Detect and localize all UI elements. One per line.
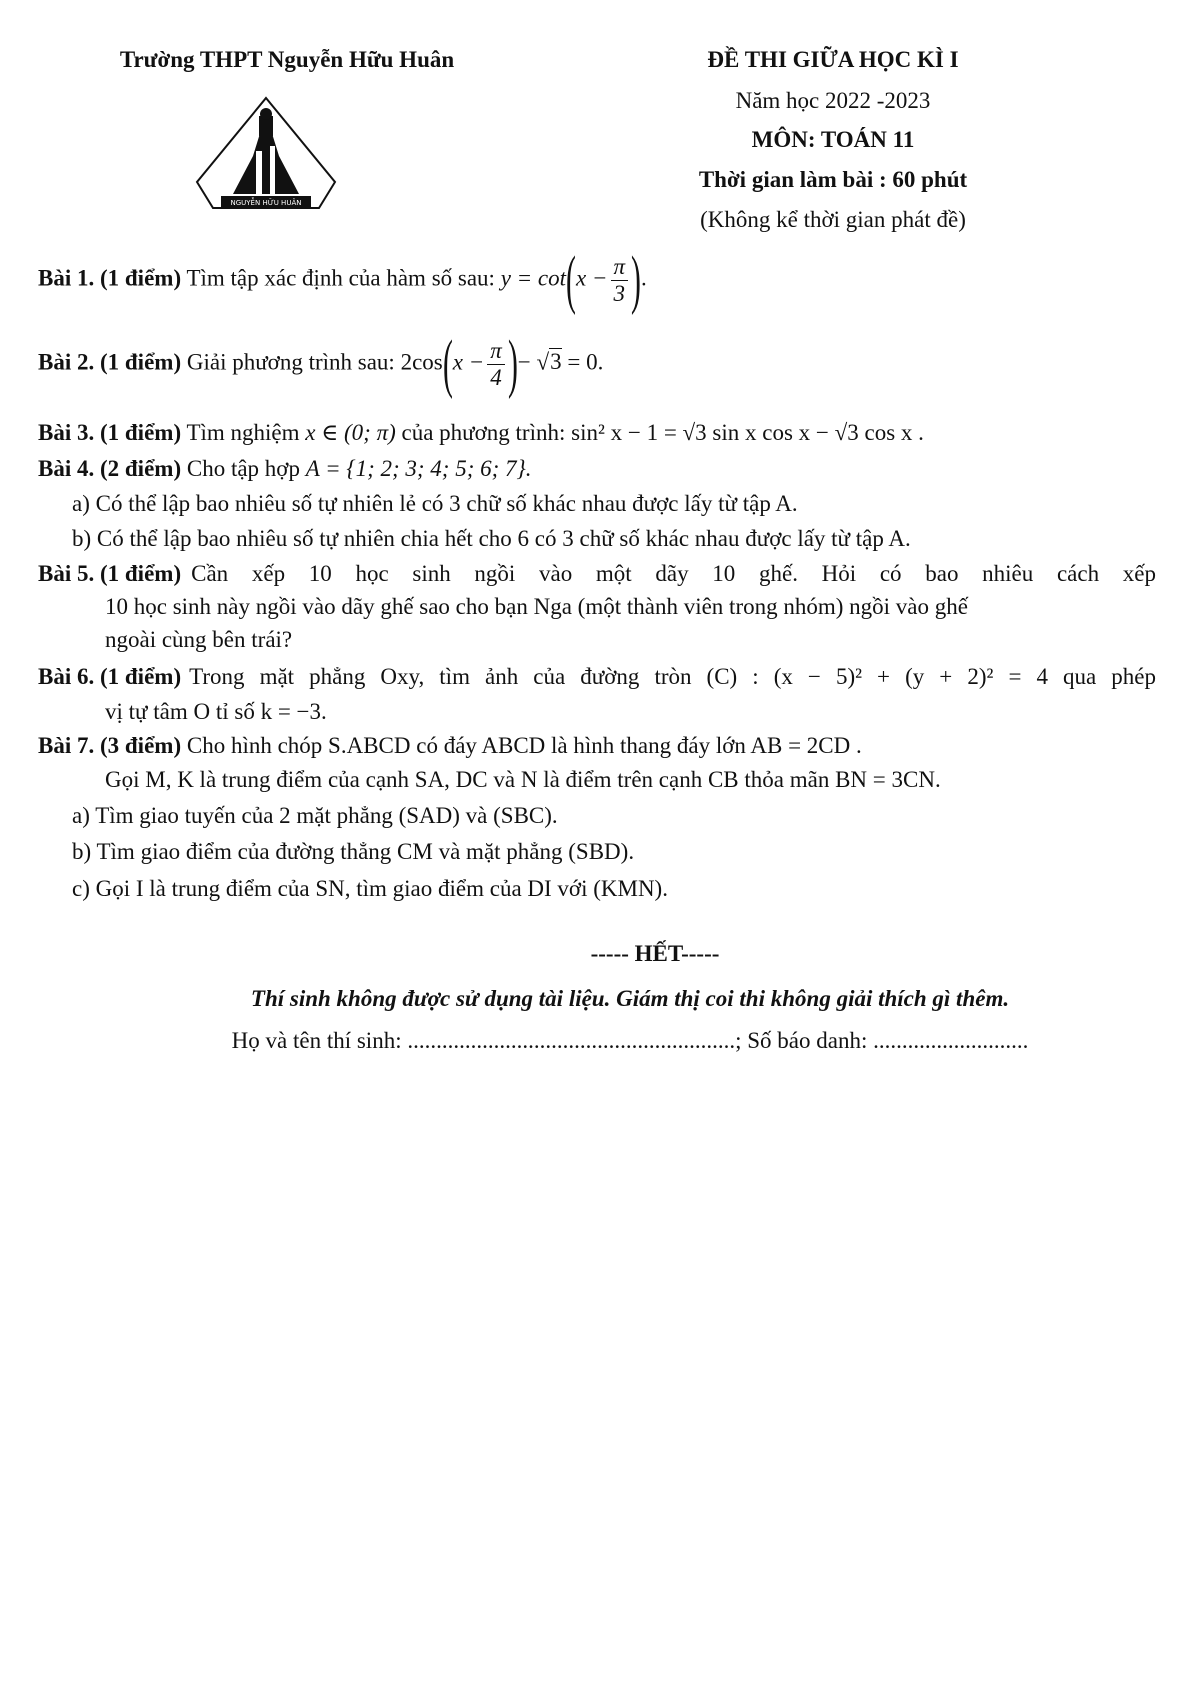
- problem-2-label: Bài 2. (1 điểm): [38, 349, 182, 375]
- problem-4: [38, 456, 531, 482]
- problem-7-line-1: Cho hình chóp S.ABCD có đáy ABCD là hình thang đáy lớn AB = 2CD .: [181, 733, 862, 758]
- problem-1-math: y = cot: [500, 265, 567, 291]
- problem-2-math-x: x −: [452, 349, 485, 375]
- problem-3-equation: sin² x − 1 = √3 sin x cos x − √3 cos x .: [571, 420, 924, 445]
- problem-4-label: Bài 4. (2 điểm): [38, 456, 182, 481]
- school-name: Trường THPT Nguyễn Hữu Huân: [119, 47, 455, 72]
- problem-2: Bài 2. (1 điểm) Giải phương trình sau: 2cos(x − $\frac{\pi}{4}$ )− √3 = 0.: [38, 327, 604, 400]
- problem-5-label: Bài 5. (1 điểm): [38, 561, 182, 586]
- problem-4a: a) Có thể lập bao nhiêu số tự nhiên lẻ có 3 chữ số khác nhau được lấy từ tập A.: [72, 491, 798, 516]
- problem-7c: c) Gọi I là trung điểm của SN, tìm giao điểm của DI với (KMN).: [72, 876, 668, 901]
- fraction-num: π: [487, 338, 505, 365]
- exam-title: ĐỀ THI GIỮA HỌC KÌ I: [707, 47, 959, 72]
- problem-5-line-3: ngoài cùng bên trái?: [105, 627, 293, 652]
- problem-6-label: Bài 6. (1 điểm): [38, 664, 182, 689]
- problem-1: Bài 1. (1 điểm) Tìm tập xác định của hàm số sau: y = cot(x − $\frac{\pi}{3}$ ).: [38, 243, 647, 316]
- problem-6: [38, 664, 1156, 690]
- subject: MÔN: TOÁN 11: [751, 127, 915, 152]
- problem-5-line-1: Cần xếp 10 học sinh ngồi vào một dãy 10 ghế. Hỏi có bao nhiêu cách xếp: [191, 561, 1156, 586]
- problem-7-label: Bài 7. (3 điểm): [38, 733, 182, 758]
- problem-1-end: .: [641, 265, 647, 291]
- problem-1-text: Tìm tập xác định của hàm số sau:: [181, 265, 501, 291]
- problem-3-text: Tìm nghiệm: [181, 420, 306, 445]
- logo-text: NGUYỄN HỮU HUÂN: [230, 199, 302, 207]
- problem-6-line-1: Trong mặt phẳng Oxy, tìm ảnh của đường tròn (C) : (x − 5)² + (y + 2)² = 4 qua phép: [189, 664, 1156, 689]
- end-marker: ----- HẾT-----: [590, 941, 720, 966]
- radicand: 3: [550, 349, 562, 375]
- candidate-info: Họ và tên thí sinh: .........................................................; Số báo danh: ...........................: [231, 1028, 1029, 1053]
- school-logo: [193, 96, 339, 222]
- problem-2-end: = 0.: [561, 349, 604, 375]
- problem-3: [38, 420, 924, 446]
- problem-5-line-2: 10 học sinh này ngồi vào dãy ghế sao cho bạn Nga (một thành viên trong nhóm) ngồi vào ghế: [105, 594, 968, 619]
- problem-3-label: Bài 3. (1 điểm): [38, 420, 182, 445]
- problem-2-text: Giải phương trình sau:: [181, 349, 401, 375]
- problem-7a: a) Tìm giao tuyến của 2 mặt phẳng (SAD) và (SBC).: [72, 803, 558, 828]
- problem-4b: b) Có thể lập bao nhiêu số tự nhiên chia hết cho 6 có 3 chữ số khác nhau được lấy từ tập A.: [72, 526, 911, 551]
- problem-6-line-2: vị tự tâm O tỉ số k = −3.: [105, 699, 327, 724]
- problem-5: [38, 561, 1156, 587]
- problem-4-set: A = {1; 2; 3; 4; 5; 6; 7}.: [305, 456, 532, 481]
- duration: Thời gian làm bài : 60 phút: [698, 167, 968, 192]
- fraction-den: 3: [613, 280, 626, 306]
- problem-2-math: 2cos: [400, 349, 443, 375]
- fraction-den: 4: [490, 364, 502, 390]
- problem-3-condition: x ∈ (0; π): [305, 420, 396, 445]
- problem-4-text: Cho tập hợp: [181, 456, 306, 481]
- fraction-num: π: [611, 254, 629, 281]
- problem-3-text2: của phương trình:: [395, 420, 572, 445]
- problem-2-math-post: − √: [517, 349, 550, 375]
- exam-note: Thí sinh không được sử dụng tài liệu. Giám thị coi thi không giải thích gì thêm.: [250, 986, 1010, 1011]
- problem-7b: b) Tìm giao điểm của đường thẳng CM và mặt phẳng (SBD).: [72, 839, 635, 864]
- duration-note: (Không kể thời gian phát đề): [700, 207, 966, 232]
- problem-7: [38, 733, 862, 759]
- school-year: Năm học 2022 -2023: [735, 88, 931, 113]
- problem-1-label: Bài 1. (1 điểm): [38, 265, 182, 291]
- problem-1-math-x: x −: [576, 265, 608, 291]
- problem-7-line-2: Gọi M, K là trung điểm của cạnh SA, DC và N là điểm trên cạnh CB thỏa mãn BN = 3CN.: [105, 767, 941, 792]
